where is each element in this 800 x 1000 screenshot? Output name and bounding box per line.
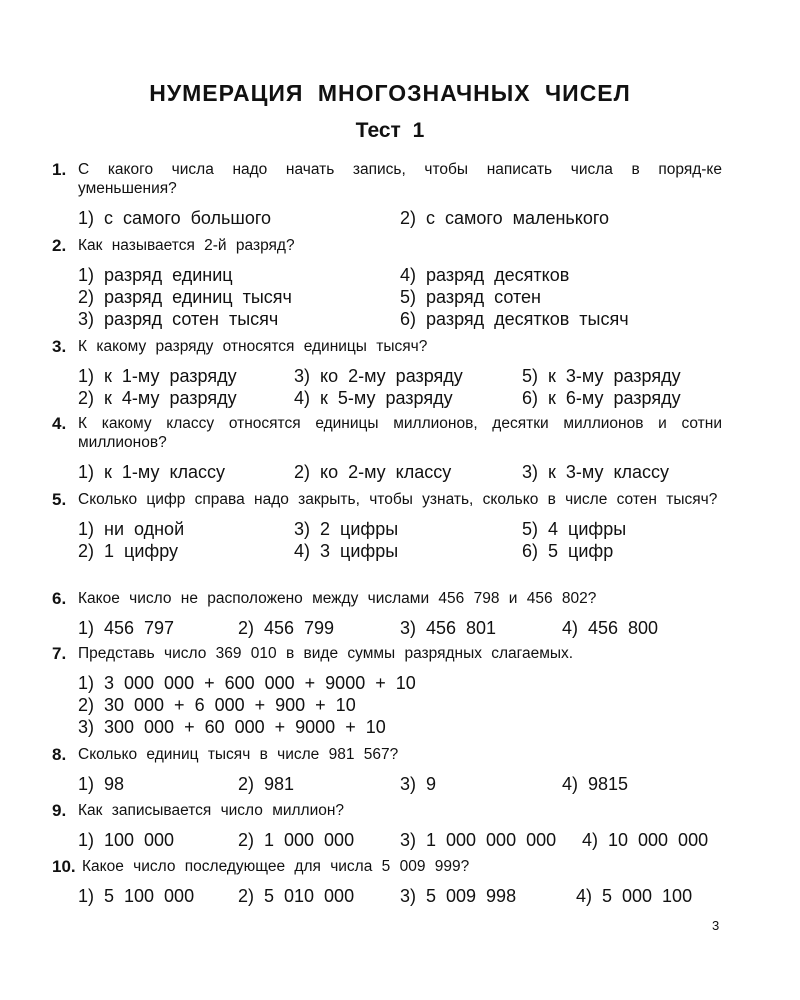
options [78, 672, 722, 738]
option: 6) 5 цифр [522, 541, 614, 561]
option: 4) 3 цифры [294, 541, 399, 561]
option: 2) 456 799 [238, 618, 335, 638]
question-number: 10. [52, 857, 76, 876]
question-5 [52, 490, 722, 562]
options [78, 617, 722, 639]
question-number: 7. [52, 644, 67, 663]
option: 4) 5 000 100 [576, 886, 693, 906]
question-number: 1. [52, 160, 67, 179]
option: 1) к 1-му классу [78, 462, 226, 482]
option: 2) с самого маленького [400, 208, 610, 228]
question-number: 9. [52, 801, 67, 820]
question-text: Какое число не расположено между числами 456 798 и 456 802? [78, 590, 597, 607]
option: 3) ко 2-му разряду [294, 366, 463, 386]
option: 1) 98 [78, 774, 125, 794]
option: 3) разряд сотен тысяч [78, 309, 279, 329]
option: 1) 3 000 000 + 600 000 + 9000 + 10 [78, 673, 416, 693]
question-3 [52, 337, 722, 409]
option: 2) 981 [238, 774, 295, 794]
question-text: Сколько цифр справа надо закрыть, чтобы узнать, сколько в числе сотен тысяч? [78, 491, 718, 508]
option: 4) 456 800 [562, 618, 659, 638]
option: 1) ни одной [78, 519, 185, 539]
question-text: С какого числа надо начать запись, чтобы написать числа в поряд-ке уменьшения? [78, 161, 722, 197]
question-number: 3. [52, 337, 67, 356]
option: 2) ко 2-му классу [294, 462, 452, 482]
question-1 [52, 160, 722, 229]
option: 3) 2 цифры [294, 519, 399, 539]
question-number: 8. [52, 745, 67, 764]
options [78, 829, 722, 851]
test-subtitle: Тест 1 [355, 119, 425, 142]
options [78, 207, 722, 229]
options [78, 365, 722, 409]
options [78, 461, 722, 483]
question-8 [52, 745, 722, 795]
option: 2) разряд единиц тысяч [78, 287, 292, 307]
question-text: Как записывается число миллион? [78, 802, 345, 819]
option: 2) 5 010 000 [238, 886, 355, 906]
question-7 [52, 644, 722, 738]
options [78, 518, 722, 562]
question-text: Представь число 369 010 в виде суммы разрядных слагаемых. [78, 645, 574, 662]
question-2 [52, 236, 722, 330]
option: 2) 1 000 000 [238, 830, 355, 850]
question-number: 5. [52, 490, 67, 509]
question-6 [52, 589, 722, 639]
option: 3) 456 801 [400, 618, 497, 638]
question-number: 6. [52, 589, 67, 608]
option: 4) 9815 [562, 774, 629, 794]
option: 2) 1 цифру [78, 541, 178, 561]
option: 6) к 6-му разряду [522, 388, 681, 408]
question-text: К какому разряду относятся единицы тысяч? [78, 338, 428, 355]
option: 3) 9 [400, 774, 437, 794]
options [78, 885, 722, 907]
option: 3) 300 000 + 60 000 + 9000 + 10 [78, 717, 386, 737]
option: 1) 5 100 000 [78, 886, 195, 906]
option: 5) разряд сотен [400, 287, 541, 307]
option: 1) разряд единиц [78, 265, 233, 285]
option: 4) 10 000 000 [582, 830, 709, 850]
option: 3) к 3-му классу [522, 462, 670, 482]
question-10 [52, 857, 722, 907]
options [78, 264, 722, 330]
option: 3) 1 000 000 000 [400, 830, 557, 850]
question-text: К какому классу относятся единицы миллионов, десятки миллионов и сотни миллионов? [78, 415, 722, 451]
question-number: 4. [52, 414, 67, 433]
question-number: 2. [52, 236, 67, 255]
page-title: НУМЕРАЦИЯ МНОГОЗНАЧНЫХ ЧИСЕЛ [149, 80, 631, 106]
option: 1) 456 797 [78, 618, 175, 638]
page-number: 3 [712, 918, 720, 933]
option: 5) 4 цифры [522, 519, 627, 539]
option: 1) 100 000 [78, 830, 175, 850]
question-9 [52, 801, 722, 851]
option: 1) к 1-му разряду [78, 366, 237, 386]
option: 3) 5 009 998 [400, 886, 517, 906]
option: 2) к 4-му разряду [78, 388, 237, 408]
options [78, 773, 722, 795]
question-text: Сколько единиц тысяч в числе 981 567? [78, 746, 399, 763]
option: 6) разряд десятков тысяч [400, 309, 629, 329]
option: 1) с самого большого [78, 208, 272, 228]
option: 5) к 3-му разряду [522, 366, 681, 386]
option: 2) 30 000 + 6 000 + 900 + 10 [78, 695, 356, 715]
question-text: Как называется 2-й разряд? [78, 237, 295, 254]
question-4 [52, 414, 722, 483]
option: 4) разряд десятков [400, 265, 570, 285]
question-text: Какое число последующее для числа 5 009 999? [82, 858, 470, 875]
option: 4) к 5-му разряду [294, 388, 453, 408]
